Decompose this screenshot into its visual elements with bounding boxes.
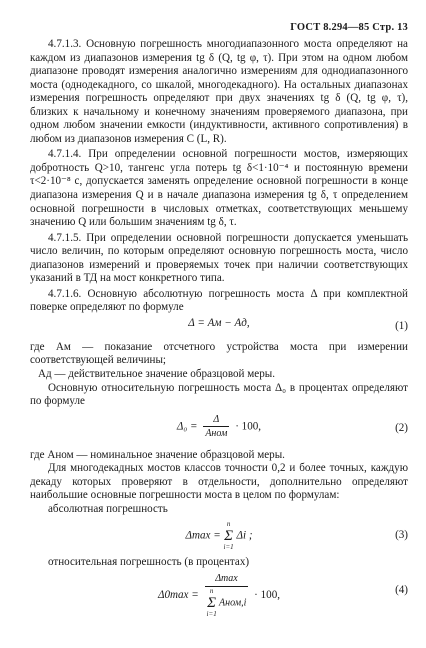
definition-a-d: Aд — действительное значение образцовой меры.	[38, 368, 275, 381]
formula-3	[30, 518, 408, 554]
label-absolute-error: абсолютная погрешность	[48, 502, 168, 515]
formula-2-numerator: Δ	[203, 413, 229, 428]
formula-1	[30, 317, 408, 339]
page-header: ГОСТ 8.294—85 Стр. 13	[290, 22, 408, 33]
formula-4-number: (4)	[395, 583, 408, 596]
paragraph-4-7-1-3: 4.7.1.3. Основную погрешность многодиапазонного моста определяют на каждом из диапазонов измерения tg δ (Q, tg φ, τ). При этом на одном любом диапазоне проводят измерения аналогично измерениям для однодиапазонного моста (однодекадного, со шкалой, многодекадного). На остальных диапазонах измерения погрешность определяют при двух значениях tg δ (Q, tg φ, τ), близких к начальному и конечному значениям проверяемого диапазона, при одном любом значении емкости (индуктивности, активного сопротивления) в любом из диапазонов измерения C (L, R).	[30, 38, 408, 145]
formula-2-left: Δ₀ =	[176, 420, 198, 433]
formula-4-left: Δ0max =	[157, 588, 199, 601]
formula-4-numerator: Δmax	[205, 572, 249, 587]
paragraph-4-7-1-6: 4.7.1.6. Основную абсолютную погрешность моста Δ при комплектной поверке определяют по формуле	[30, 287, 408, 314]
formula-4	[30, 572, 408, 618]
formula-2	[30, 411, 408, 447]
formula-3-number: (3)	[395, 529, 408, 542]
formula-2-number: (2)	[395, 421, 408, 434]
formula-4-denominator	[205, 587, 249, 619]
document-body	[30, 38, 408, 618]
paragraph-relative-error: Основную относительную погрешность моста Δ₀ в процентах определяют по формуле	[30, 381, 408, 408]
formula-2-right: · 100,	[235, 420, 262, 433]
definition-a-m: где Aм — показание отсчетного устройства моста при измерении соответствующей величины;	[30, 340, 408, 367]
formula-4-sum-top: n	[209, 586, 214, 595]
sigma-icon: Σ	[224, 528, 234, 545]
label-relative-error: относительная погрешность (в процентах)	[48, 556, 250, 569]
definition-a-nom: где Aном — номинальное значение образцовой меры.	[30, 448, 285, 461]
formula-3-sum-top: n	[226, 520, 231, 529]
formula-3-sum-bottom: i=1	[223, 543, 234, 552]
formula-4-right: · 100,	[254, 588, 281, 601]
formula-3-right: Δi ;	[236, 529, 253, 542]
formula-1-expression: Δ = Aм − Aд,	[188, 316, 250, 329]
formula-4-fraction	[205, 572, 249, 619]
formula-4-sum	[207, 587, 217, 619]
formula-4-sum-bottom: i=1	[206, 609, 217, 618]
formula-2-fraction	[203, 413, 229, 441]
paragraph-4-7-1-5: 4.7.1.5. При определении основной погрешности допускается уменьшать число величин, по которым определяют основную погрешность моста, число диапазонов измерений и проверяемых точек при наличии соответствующих указаний в ТД на мост конкретного типа.	[30, 231, 408, 285]
formula-4-denominator-term: Aном,i	[219, 596, 247, 608]
formula-1-number: (1)	[395, 319, 408, 332]
formula-3-left: Δmax =	[185, 529, 221, 542]
formula-2-denominator: Aном	[205, 428, 228, 440]
sigma-icon: Σ	[207, 594, 217, 611]
formula-3-sum	[224, 520, 234, 552]
paragraph-multidecade: Для многодекадных мостов классов точности 0,2 и более точных, каждую декаду которых проверяют в отдельности, дополнительно определяют наибольшие основные погрешности моста в целом по формулам:	[30, 462, 408, 502]
paragraph-4-7-1-4: 4.7.1.4. При определении основной погрешности мостов, измеряющих добротность Q>10, тангенс угла потерь tg δ<1·10⁻⁴ и постоянную времени τ<2·10⁻⁸ с, допускается заменять определение основной погрешности в конце диапазона измерения Q и в начале диапазона измерения tg δ, τ определением основной погрешности в числовых отметках, соответствующих меньшему значению Q или большим значениям tg δ, τ.	[30, 148, 408, 229]
